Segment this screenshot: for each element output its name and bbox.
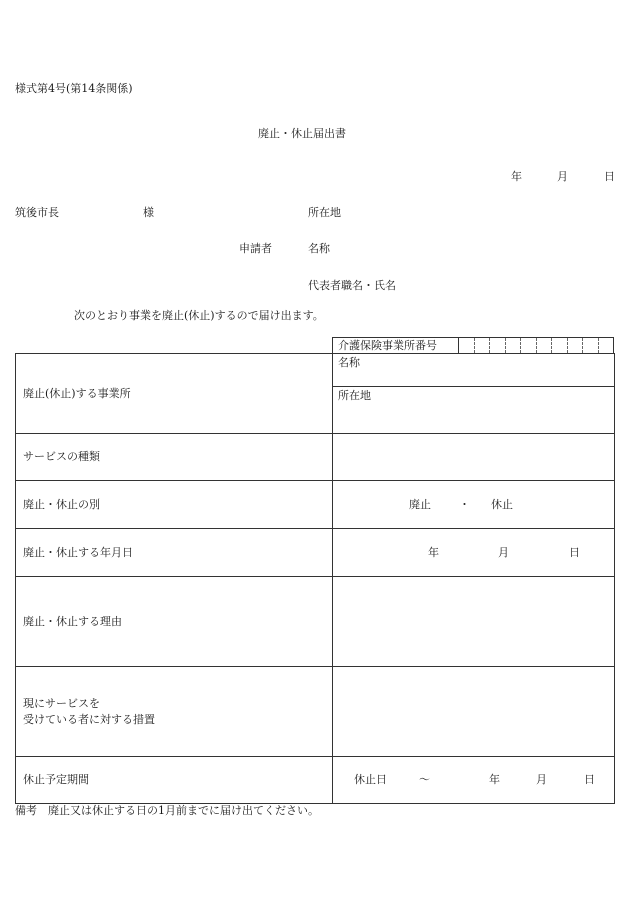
intro-text: 次のとおり事業を廃止(休止)するので届け出ます。 [74,309,324,322]
service-number-digit[interactable] [567,338,583,353]
service-number-digit[interactable] [505,338,521,353]
date-month: 月 [557,170,568,183]
service-number-digit[interactable] [520,338,536,353]
date-field-year: 年 [428,546,439,559]
facility-value-cell[interactable] [333,354,615,434]
row-date [16,529,615,577]
measures-label-line1: 現にサービスを [23,696,100,710]
period-field[interactable] [333,757,615,804]
service-number-digit[interactable] [489,338,505,353]
form-table [15,353,615,804]
applicant-representative-label: 代表者職名・氏名 [308,279,396,292]
row-kind [16,481,615,529]
kind-label: 廃止・休止の別 [16,481,333,529]
row-period [16,757,615,804]
note: 備考 廃止又は休止する日の1月前までに届け出てください。 [15,804,319,817]
period-month: 月 [536,773,547,786]
addressee-honorific: 様 [143,206,154,219]
service-number-digit[interactable] [582,338,598,353]
facility-address-field[interactable] [333,387,614,433]
period-year: 年 [489,773,500,786]
service-number-digits[interactable] [459,338,613,353]
date-day: 日 [604,170,615,183]
date-field-day: 日 [569,546,580,559]
form-number: 様式第4号(第14条関係) [15,82,133,95]
applicant-label: 申請者 [239,242,272,255]
period-tilde: ～ [419,773,430,786]
facility-address-label: 所在地 [338,389,371,402]
period-start-label: 休止日 [354,773,387,786]
service-number-box [332,337,614,353]
period-label: 休止予定期間 [16,757,333,804]
service-number-digit[interactable] [474,338,490,353]
measures-field[interactable] [333,667,615,757]
service-number-digit[interactable] [459,338,474,353]
row-measures [16,667,615,757]
measures-label [16,667,333,757]
kind-option-abolish[interactable]: 廃止 [409,498,431,511]
facility-name-field[interactable] [333,354,614,387]
date-field-month: 月 [498,546,509,559]
addressee-name: 筑後市長 [15,206,59,219]
applicant-name-label: 名称 [308,242,330,255]
service-type-field[interactable] [333,434,615,481]
applicant-address-label: 所在地 [308,206,341,219]
period-day: 日 [584,773,595,786]
date-year: 年 [511,170,522,183]
kind-field[interactable] [333,481,615,529]
service-number-digit[interactable] [551,338,567,353]
date-field[interactable] [333,529,615,577]
date-label: 廃止・休止する年月日 [16,529,333,577]
kind-separator: ・ [459,498,470,511]
kind-option-suspend[interactable]: 休止 [491,498,513,511]
facility-label: 廃止(休止)する事業所 [16,354,333,434]
service-type-label: サービスの種類 [16,434,333,481]
page-title: 廃止・休止届出書 [258,127,346,140]
facility-name-label: 名称 [338,356,360,369]
service-number-label: 介護保険事業所番号 [333,338,459,353]
row-service-type [16,434,615,481]
measures-label-line2: 受けている者に対する措置 [23,713,155,726]
service-number-digit[interactable] [536,338,552,353]
reason-field[interactable] [333,577,615,667]
row-reason [16,577,615,667]
row-facility [16,354,615,434]
service-number-digit[interactable] [598,338,614,353]
reason-label: 廃止・休止する理由 [16,577,333,667]
